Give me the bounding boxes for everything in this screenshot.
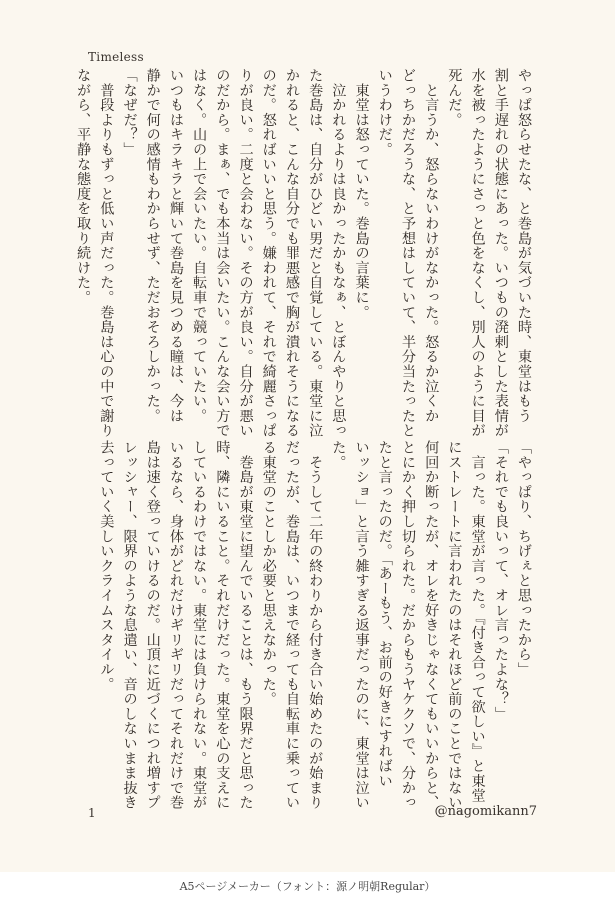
text-line: た巻島は、自分がひどい男だと自覚している。東堂に泣 bbox=[307, 68, 324, 438]
body-text-top bbox=[71, 68, 535, 438]
text-line: しているわけではない。東堂には負けられない。東堂が bbox=[191, 440, 208, 810]
text-line: のだ。怒ればいいと思う。嫌われて、それで綺麗さっぱ bbox=[260, 68, 277, 438]
text-line: たと言ったのだ。「あーもう、お前の好きにすればい bbox=[376, 440, 393, 789]
text-line: 泣かれるよりは良かったかもなぁ、とぼんやりと思っ bbox=[330, 68, 347, 438]
text-line: 死んだ。 bbox=[446, 68, 463, 128]
text-line: やっぱ怒らせたな、と巻島が気づいた時、東堂はもう bbox=[516, 68, 532, 424]
text-line: かれると、こんな自分でも罪悪感で胸が潰れそうになる bbox=[283, 68, 300, 438]
text-line: りが良い。二度と会わない。その方が良い。自分が悪い bbox=[237, 68, 254, 438]
text-line: そうして二年の終わりから付き合い始めたのが始まり bbox=[307, 440, 324, 810]
text-line: 割と手遅れの状態にあった。いつもの溌剌とした表情が bbox=[492, 68, 509, 438]
text-line: 「なぜだ？」 bbox=[121, 68, 138, 157]
text-line: た。 bbox=[330, 440, 347, 470]
text-line: 普段よりもずっと低い声だった。巻島は心の中で謝り bbox=[98, 68, 115, 438]
text-line: にストレートに言われたのはそれほど前のことではない。 bbox=[446, 440, 463, 825]
text-line: いうわけだ。 bbox=[376, 68, 393, 157]
author-handle: @nagomikann7 bbox=[434, 804, 537, 819]
running-title: Timeless bbox=[88, 50, 144, 64]
footer-bar bbox=[0, 872, 615, 900]
text-line: 水を被ったようにさっと色をなくし、別人のように目が bbox=[469, 68, 486, 438]
text-line: 去っていく美しいクライムスタイル。 bbox=[98, 440, 115, 692]
text-line: いつもはキラキラと輝いて巻島を見つめる瞳は、今は bbox=[167, 68, 184, 424]
text-line: る東堂のことしか必要と思えなかった。 bbox=[260, 440, 277, 707]
page-number: 1 bbox=[88, 806, 96, 820]
text-line: 島は速く登っていけるのだ。山頂に近づくにつれ増すプ bbox=[144, 440, 161, 810]
text-line: 言った。東堂が言った。『付き合って欲しい』と東堂 bbox=[469, 440, 486, 803]
text-line: 静かで何の感情もわからせず、ただおそろしかった。 bbox=[144, 68, 161, 424]
text-line: どっちかだろうな、と予想はしていて、半分当たったと bbox=[399, 68, 416, 438]
text-line: レッシャー、限界のような息遣い、音のしないまま抜き bbox=[121, 440, 138, 810]
text-line: だったが、巻島は、いつまで経っても自転車に乗ってい bbox=[283, 440, 300, 810]
text-line: いるなら、身体がどれだけギリギリだってそれだけで巻 bbox=[167, 440, 184, 810]
text-line: ながら、平静な態度を取り続けた。 bbox=[75, 68, 92, 305]
text-line: いッショ」と言う雑すぎる返事だったのに、東堂は泣い bbox=[353, 440, 370, 810]
text-line: 「やっぱり、ちげぇと思ったから」 bbox=[516, 440, 532, 677]
text-line: はなく。山の上で会いたい。自転車で競っていたい。 bbox=[191, 68, 208, 424]
text-line: のだから。まぁ、でも本当は会いたい。こんな会い方で bbox=[214, 68, 231, 438]
footer-credit: A5ページメーカー（フォント：源ノ明朝Regular） bbox=[179, 880, 436, 893]
text-line: と言うか、怒らないわけがなかった。怒るか泣くか bbox=[423, 68, 440, 424]
text-line: 「それでも良いって、オレ言ったよな？」 bbox=[492, 440, 509, 722]
text-line: 時、隣にいること。それだけだった。東堂を心の支えに bbox=[214, 440, 231, 810]
text-line: 何回か断ったが、オレを好きじゃなくてもいいからと、 bbox=[423, 440, 440, 810]
text-line: とにかく押し切られた。だからもうヤケクソで、分かっ bbox=[399, 440, 416, 810]
text-line: 東堂は怒っていた。巻島の言葉に。 bbox=[353, 68, 370, 320]
text-line: 巻島が東堂に望んでいることは、もう限界だと思った bbox=[237, 440, 254, 810]
